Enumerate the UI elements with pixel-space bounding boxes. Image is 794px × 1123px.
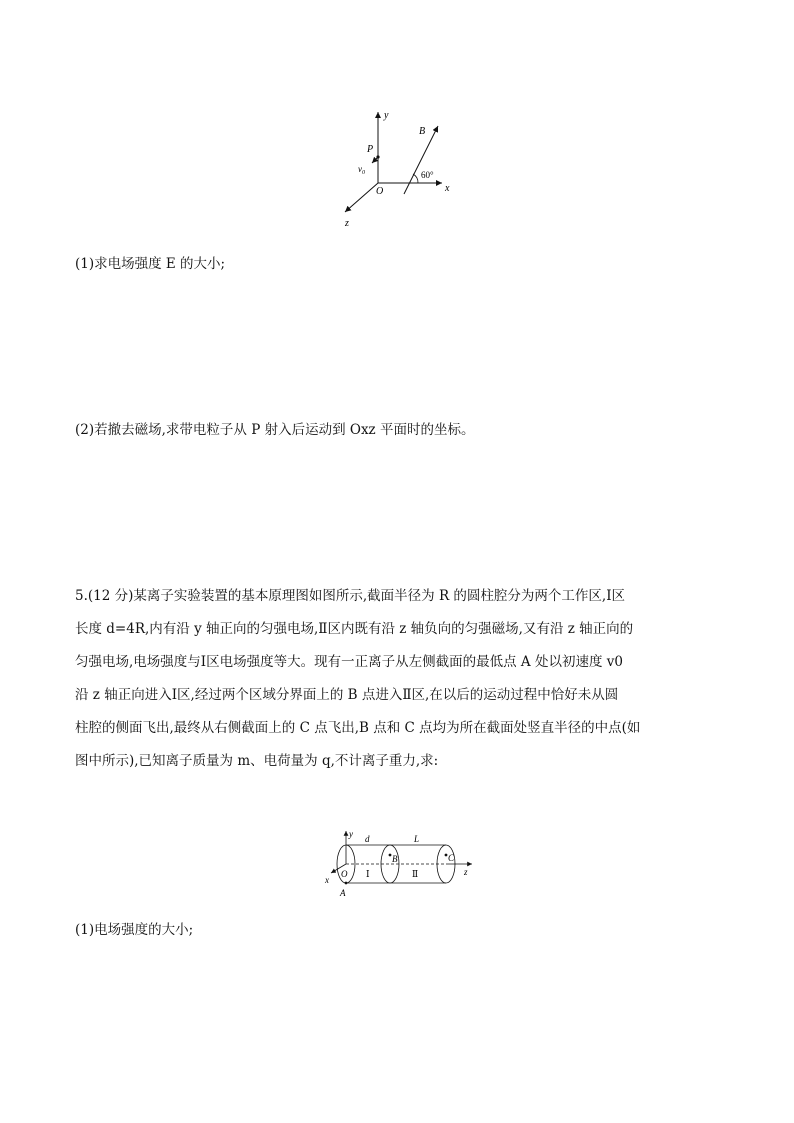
origin-label: O	[376, 186, 384, 197]
angle-label: 60°	[421, 170, 434, 180]
point-c	[445, 854, 448, 857]
problem-5-text	[75, 580, 725, 778]
z-axis-label: z	[464, 867, 468, 877]
point-a	[345, 882, 348, 885]
y-axis-label: y	[384, 110, 389, 121]
figure-axes-b-field	[0, 0, 794, 240]
velocity-arrow	[372, 157, 378, 163]
length-l-label: L	[414, 834, 420, 844]
problem-5-line-4: 沿 z 轴正向进入Ⅰ区,经过两个区域分界面上的 B 点进入Ⅱ区,在以后的运动过程中恰好未从圆	[75, 687, 619, 703]
point-c-label: C	[448, 853, 455, 863]
problem-5-line-6: 图中所示),已知离子质量为 m、电荷量为 q,不计离子重力,求:	[75, 753, 439, 769]
problem-5-line-3: 匀强电场,电场强度与Ⅰ区电场强度等大。现有一正离子从左侧截面的最低点 A 处以初速度 v0	[75, 654, 623, 670]
velocity-label: $v_0$	[358, 164, 365, 176]
question-5-1: (1)电场强度的大小;	[75, 922, 194, 938]
point-p-label: P	[367, 144, 374, 155]
figure-cylinder	[0, 826, 794, 906]
point-a-label: A	[340, 888, 346, 898]
b-field-label: B	[419, 126, 426, 137]
question-2: (2)若撤去磁场,求带电粒子从 P 射入后运动到 Oxz 平面时的坐标。	[75, 422, 475, 438]
length-d-label: d	[365, 834, 370, 844]
x-axis-label: x	[445, 183, 450, 194]
point-b	[389, 854, 392, 857]
x-axis-label: x	[325, 875, 329, 885]
z-axis-label: z	[345, 218, 349, 229]
problem-5-line-2: 长度 d=4R,内有沿 y 轴正向的匀强电场,Ⅱ区内既有沿 z 轴负向的匀强磁场,又有沿 z 轴正向的	[75, 621, 634, 637]
z-axis-line	[345, 183, 378, 212]
problem-5-line-5: 柱腔的侧面飞出,最终从右侧截面上的 C 点飞出,B 点和 C 点均为所在截面处竖直半径的中点(如	[75, 720, 641, 736]
region-1-label: Ⅰ	[366, 869, 370, 879]
y-axis-label: y	[349, 829, 353, 839]
question-1: (1)求电场强度 E 的大小;	[75, 256, 226, 272]
origin-label: O	[341, 869, 348, 879]
point-b-label: B	[392, 854, 398, 864]
region-2-label: Ⅱ	[412, 869, 419, 879]
problem-5-line-1: 5.(12 分)某离子实验装置的基本原理图如图所示,截面半径为 R 的圆柱腔分为两个工作区,Ⅰ区	[75, 588, 626, 604]
